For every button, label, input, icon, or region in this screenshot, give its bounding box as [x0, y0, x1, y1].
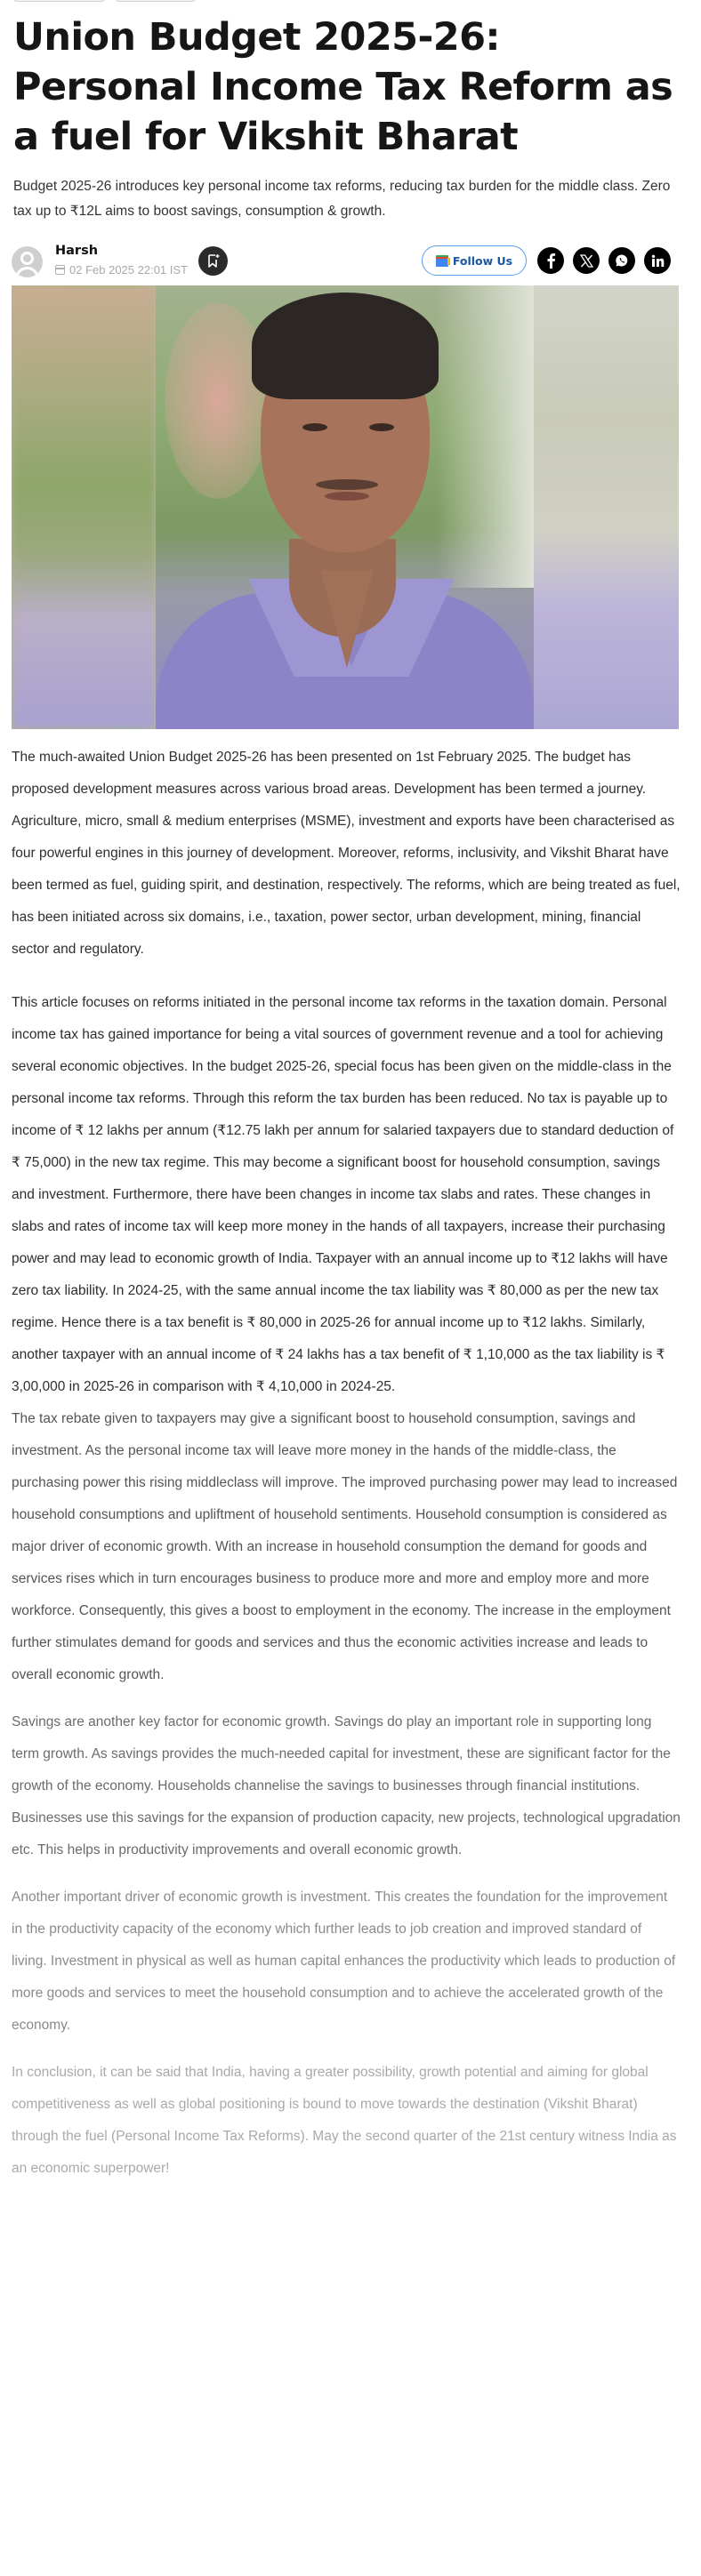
user-placeholder-icon[interactable]	[12, 246, 43, 277]
x-twitter-icon	[580, 254, 593, 268]
share-facebook-button[interactable]	[537, 247, 564, 274]
article-body	[12, 742, 681, 2206]
calendar-icon	[55, 265, 65, 275]
hero-blur-left	[12, 285, 156, 729]
whatsapp-icon	[615, 253, 629, 268]
share-x-button[interactable]	[573, 247, 600, 274]
article-paragraph: The tax rebate given to taxpayers may give a significant boost to household consumption, savings and investment. As the personal income tax will leave more money in the hands of the middle-class, the purchasing power this rising middleclass will improve. The improved purchasing power may lead to increased household consumptions and upliftment of household sentiments. Household consumption is considered as major driver of economic growth. With an increase in household consumption the demand for goods and services rises which in turn encourages business to produce more and more and employ more and more workforce. Consequently, this gives a boost to employment in the economy. The increase in the employment further stimulates demand for goods and services and thus the economic activities increase and leads to overall economic growth.	[12, 1411, 678, 1682]
article-headline: Union Budget 2025-26: Personal Income Tax Reform as a fuel for Vikshit Bharat	[13, 15, 673, 159]
category-tag[interactable]	[116, 0, 196, 2]
hero-image	[12, 285, 679, 729]
publish-date	[55, 263, 188, 277]
follow-us-button[interactable]	[422, 245, 527, 276]
article-paragraph: The much-awaited Union Budget 2025-26 has been presented on 1st February 2025. The budget has proposed development measures across various broad areas. Development has been termed a journey. Agriculture, micro, small & medium enterprises (MSME), investment and exports have been characterised as four powerful engines in this journey of development. Moreover, reforms, inclusivity, and Vikshit Bharat have been termed as fuel, guiding spirit, and destination, respectively. The reforms, which are being treated as fuel, has been initiated across six domains, i.e., taxation, power sector, urban development, mining, financial sector and regulatory.	[12, 750, 681, 957]
article-paragraph: Savings are another key factor for economic growth. Savings do play an important role in supporting long term growth. As savings provides the much-needed capital for investment, these are significant factor for the growth of the economy. Households channelise the savings to businesses through financial institutions. Businesses use this savings for the expansion of production capacity, new projects, technological upgradation etc. This helps in productivity improvements and overall economic growth.	[12, 1714, 681, 1858]
share-whatsapp-button[interactable]	[608, 247, 635, 274]
article-paragraph: In conclusion, it can be said that India, having a greater possibility, growth potential and aiming for global competitiveness as well as global positioning is bound to move towards the destination (Vikshit Bharat) through the fuel (Personal Income Tax Reforms). May the second quarter of the 21st century witness India as an economic superpower!	[12, 2065, 677, 2176]
hero-blur-right	[534, 285, 679, 729]
hero-portrait	[156, 285, 534, 729]
publish-date-text: 02 Feb 2025 22:01 IST	[69, 263, 188, 277]
linkedin-icon	[651, 254, 665, 268]
byline	[12, 245, 679, 280]
author-name[interactable]: Harsh	[55, 244, 99, 258]
share-linkedin-button[interactable]	[644, 247, 671, 274]
bookmark-add-icon	[207, 253, 220, 269]
category-tag[interactable]	[13, 0, 105, 2]
google-news-icon	[436, 255, 448, 267]
follow-us-label: Follow Us	[452, 253, 513, 268]
facebook-icon	[545, 253, 556, 269]
top-tags	[13, 0, 196, 2]
bookmark-button[interactable]	[198, 246, 228, 276]
article-paragraph: This article focuses on reforms initiated in the personal income tax reforms in the taxation domain. Personal income tax has gained importance for being a vital sources of government revenue and a tool for achieving several economic objectives. In the budget 2025-26, special focus has been given on the middle-class in the personal income tax reforms. Through this reform the tax burden has been reduced. No tax is payable up to income of ₹ 12 lakhs per annum (₹12.75 lakh per annum for salaried taxpayers due to standard deduction of ₹ 75,000) in the new tax regime. This may become a significant boost for household consumption, savings and investment. Furthermore, there have been changes in income tax slabs and rates. These changes in slabs and rates of income tax will keep more money in the hands of all taxpayers, increase their purchasing power and may lead to economic growth of India. Taxpayer with an annual income up to ₹12 lakhs will have zero tax liability. In 2024-25, with the same annual income the tax liability was ₹ 80,000 as per the new tax regime. Hence there is a tax benefit is ₹ 80,000 in 2025-26 for annual income up to ₹12 lakhs. Similarly, another taxpayer with an annual income of ₹ 24 lakhs has a tax benefit of ₹ 1,10,000 as the tax liability is ₹ 3,00,000 in 2025-26 in comparison with ₹ 4,10,000 in 2024-25.	[12, 995, 674, 1394]
article-paragraph: Another important driver of economic growth is investment. This creates the foundation for the improvement in the productivity capacity of the economy which further leads to job creation and improved standard of living. Investment in physical as well as human capital enhances the productivity which leads to production of more goods and services to meet the household consumption and to achieve the accelerated growth of the economy.	[12, 1890, 676, 2033]
article-summary: Budget 2025-26 introduces key personal income tax reforms, reducing tax burden for the middle class. Zero tax up to ₹12L aims to boost savings, consumption & growth.	[13, 179, 671, 219]
